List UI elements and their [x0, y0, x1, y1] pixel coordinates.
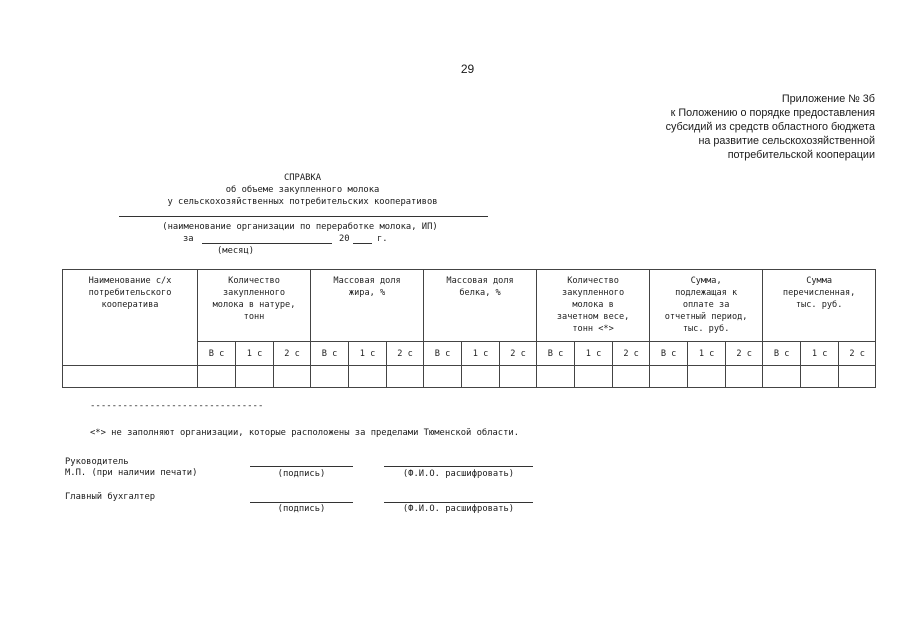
subcolumn-header: 1 с	[688, 342, 726, 366]
subcolumn-header: 2 с	[613, 342, 650, 366]
subcolumn-header: 1 с	[575, 342, 613, 366]
subcolumn-header: В с	[537, 342, 575, 366]
organization-name-hint: (наименование организации по переработке молока, ИП)	[162, 222, 438, 232]
table-cell[interactable]	[198, 366, 236, 388]
table-cell[interactable]	[839, 366, 876, 388]
accountant-signature-hint: (подпись)	[277, 504, 326, 514]
month-hint: (месяц)	[217, 246, 255, 256]
subcolumn-header: 2 с	[274, 342, 311, 366]
subcolumn-header: В с	[311, 342, 349, 366]
table-cell[interactable]	[688, 366, 726, 388]
table-cell[interactable]	[537, 366, 575, 388]
accountant-name-hint: (Ф.И.О. расшифровать)	[402, 504, 515, 514]
table-cell[interactable]	[387, 366, 424, 388]
table-cell[interactable]	[311, 366, 349, 388]
natural-weight-header: Количество закупленного молока в натуре, тонн	[198, 270, 311, 342]
table-row	[63, 366, 876, 388]
year-fill-line	[353, 243, 372, 244]
head-signature-hint: (подпись)	[277, 469, 326, 479]
subcolumn-header: В с	[424, 342, 462, 366]
cooperative-name-cell[interactable]	[63, 366, 198, 388]
table-cell[interactable]	[575, 366, 613, 388]
organization-name-line	[119, 216, 488, 217]
protein-share-header: Массовая доля белка, %	[424, 270, 537, 342]
table-cell[interactable]	[462, 366, 500, 388]
subcolumn-header: В с	[650, 342, 688, 366]
table-cell[interactable]	[349, 366, 387, 388]
table-cell[interactable]	[801, 366, 839, 388]
month-fill-line	[202, 243, 332, 244]
appendix-line-5: потребительской кооперации	[727, 149, 875, 161]
footnote-text: <*> не заполняют организации, которые расположены за пределами Тюменской области.	[90, 428, 519, 438]
page-number: 29	[460, 62, 475, 76]
accountant-label: Главный бухгалтер	[65, 492, 156, 502]
table-cell[interactable]	[650, 366, 688, 388]
period-for-label: за	[183, 234, 194, 244]
head-signature-line	[250, 466, 353, 467]
table-cell[interactable]	[726, 366, 763, 388]
year-suffix: г.	[377, 234, 388, 244]
subcolumn-header: 1 с	[349, 342, 387, 366]
fat-share-header: Массовая доля жира, %	[311, 270, 424, 342]
table-cell[interactable]	[763, 366, 801, 388]
appendix-line-2: к Положению о порядке предоставления	[670, 107, 875, 119]
credit-weight-header: Количество закупленного молока в зачетном весе, тонн <*>	[537, 270, 650, 342]
subcolumn-header: В с	[763, 342, 801, 366]
appendix-line-3: субсидий из средств областного бюджета	[665, 121, 875, 133]
table-cell[interactable]	[236, 366, 274, 388]
table-cell[interactable]	[274, 366, 311, 388]
footnote-separator: --------------------------------	[90, 401, 264, 411]
subcolumn-header: 2 с	[387, 342, 424, 366]
table-cell[interactable]	[613, 366, 650, 388]
document-subtitle-2: у сельскохозяйственных потребительских кооперативов	[167, 197, 438, 207]
milk-volume-table	[62, 269, 876, 388]
year-prefix: 20	[339, 234, 350, 244]
stamp-label: М.П. (при наличии печати)	[65, 468, 198, 478]
appendix-line-4: на развитие сельскохозяйственной	[698, 135, 875, 147]
amount-transferred-header: Сумма перечисленная, тыс. руб.	[763, 270, 876, 342]
table-cell[interactable]	[500, 366, 537, 388]
subcolumn-header: 2 с	[726, 342, 763, 366]
amount-payable-header: Сумма, подлежащая к оплате за отчетный период, тыс. руб.	[650, 270, 763, 342]
head-label: Руководитель	[65, 457, 129, 467]
cooperative-name-header: Наименование с/х потребительского кооператива	[63, 270, 198, 366]
appendix-reference	[666, 92, 875, 162]
subcolumn-header: 1 с	[462, 342, 500, 366]
subcolumn-header: 2 с	[839, 342, 876, 366]
subcolumn-header: 2 с	[500, 342, 537, 366]
subcolumn-header: 1 с	[801, 342, 839, 366]
table-cell[interactable]	[424, 366, 462, 388]
appendix-line-1: Приложение № 3б	[781, 93, 875, 105]
subcolumn-header: В с	[198, 342, 236, 366]
document-title: СПРАВКА	[283, 173, 322, 183]
head-name-hint: (Ф.И.О. расшифровать)	[402, 469, 515, 479]
subcolumn-header: 1 с	[236, 342, 274, 366]
head-name-line	[384, 466, 533, 467]
document-subtitle-1: об объеме закупленного молока	[225, 185, 380, 195]
